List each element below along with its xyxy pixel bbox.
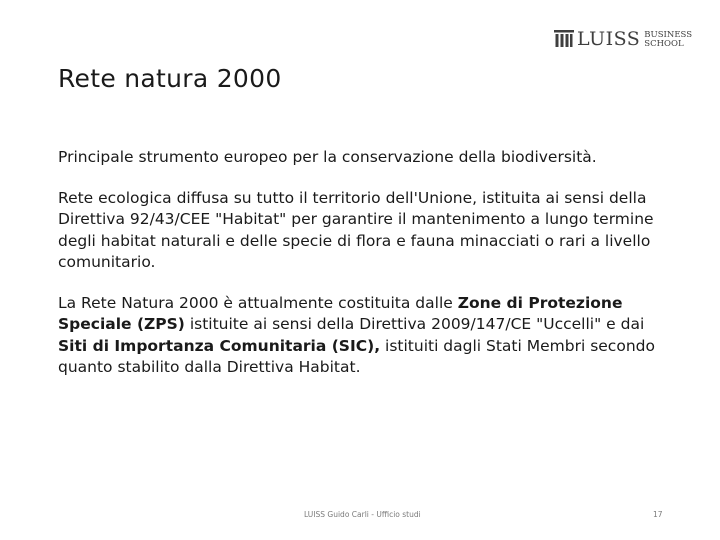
columns-icon <box>554 30 574 49</box>
logo-subtitle-line1: BUSINESS <box>644 29 693 40</box>
footer-source: LUISS Guido Carli - Ufficio studi <box>304 510 421 519</box>
paragraph-composition <box>58 293 678 379</box>
paragraph-intro: Principale strumento europeo per la conservazione della biodiversità. <box>58 148 597 166</box>
logo-subtitle <box>644 31 692 49</box>
paragraph-rete-ecologica: Rete ecologica diffusa su tutto il territorio dell'Unione, istituita ai sensi della Direttiva 92/43/CEE "Habitat" per garantire il mantenimento a lungo termine degli habitat naturali e delle specie di flora e fauna minacciati o rari a livello comunitario. <box>58 188 654 271</box>
logo-wordmark: LUISS <box>577 28 641 50</box>
paragraph-composition-text-3: istituiti dagli Stati Membri secondo quanto stabilito dalla Direttiva Habitat. <box>58 336 655 376</box>
logo-subtitle-line2: SCHOOL <box>644 38 684 49</box>
sic-term: Siti di Importanza Comunitaria (SIC), <box>58 336 381 355</box>
paragraph-composition-text-1: La Rete Natura 2000 è attualmente costituita dalle <box>58 293 458 312</box>
zps-term: Zone di Protezione Speciale (ZPS) <box>58 293 623 333</box>
page-number: 17 <box>653 510 663 519</box>
paragraph-composition-text-2: istituite ai sensi della Direttiva 2009/147/CE "Uccelli" e dai <box>184 315 645 333</box>
luiss-business-school-logo <box>554 30 692 49</box>
slide-title: Rete natura 2000 <box>58 64 282 93</box>
slide-body <box>58 147 678 398</box>
